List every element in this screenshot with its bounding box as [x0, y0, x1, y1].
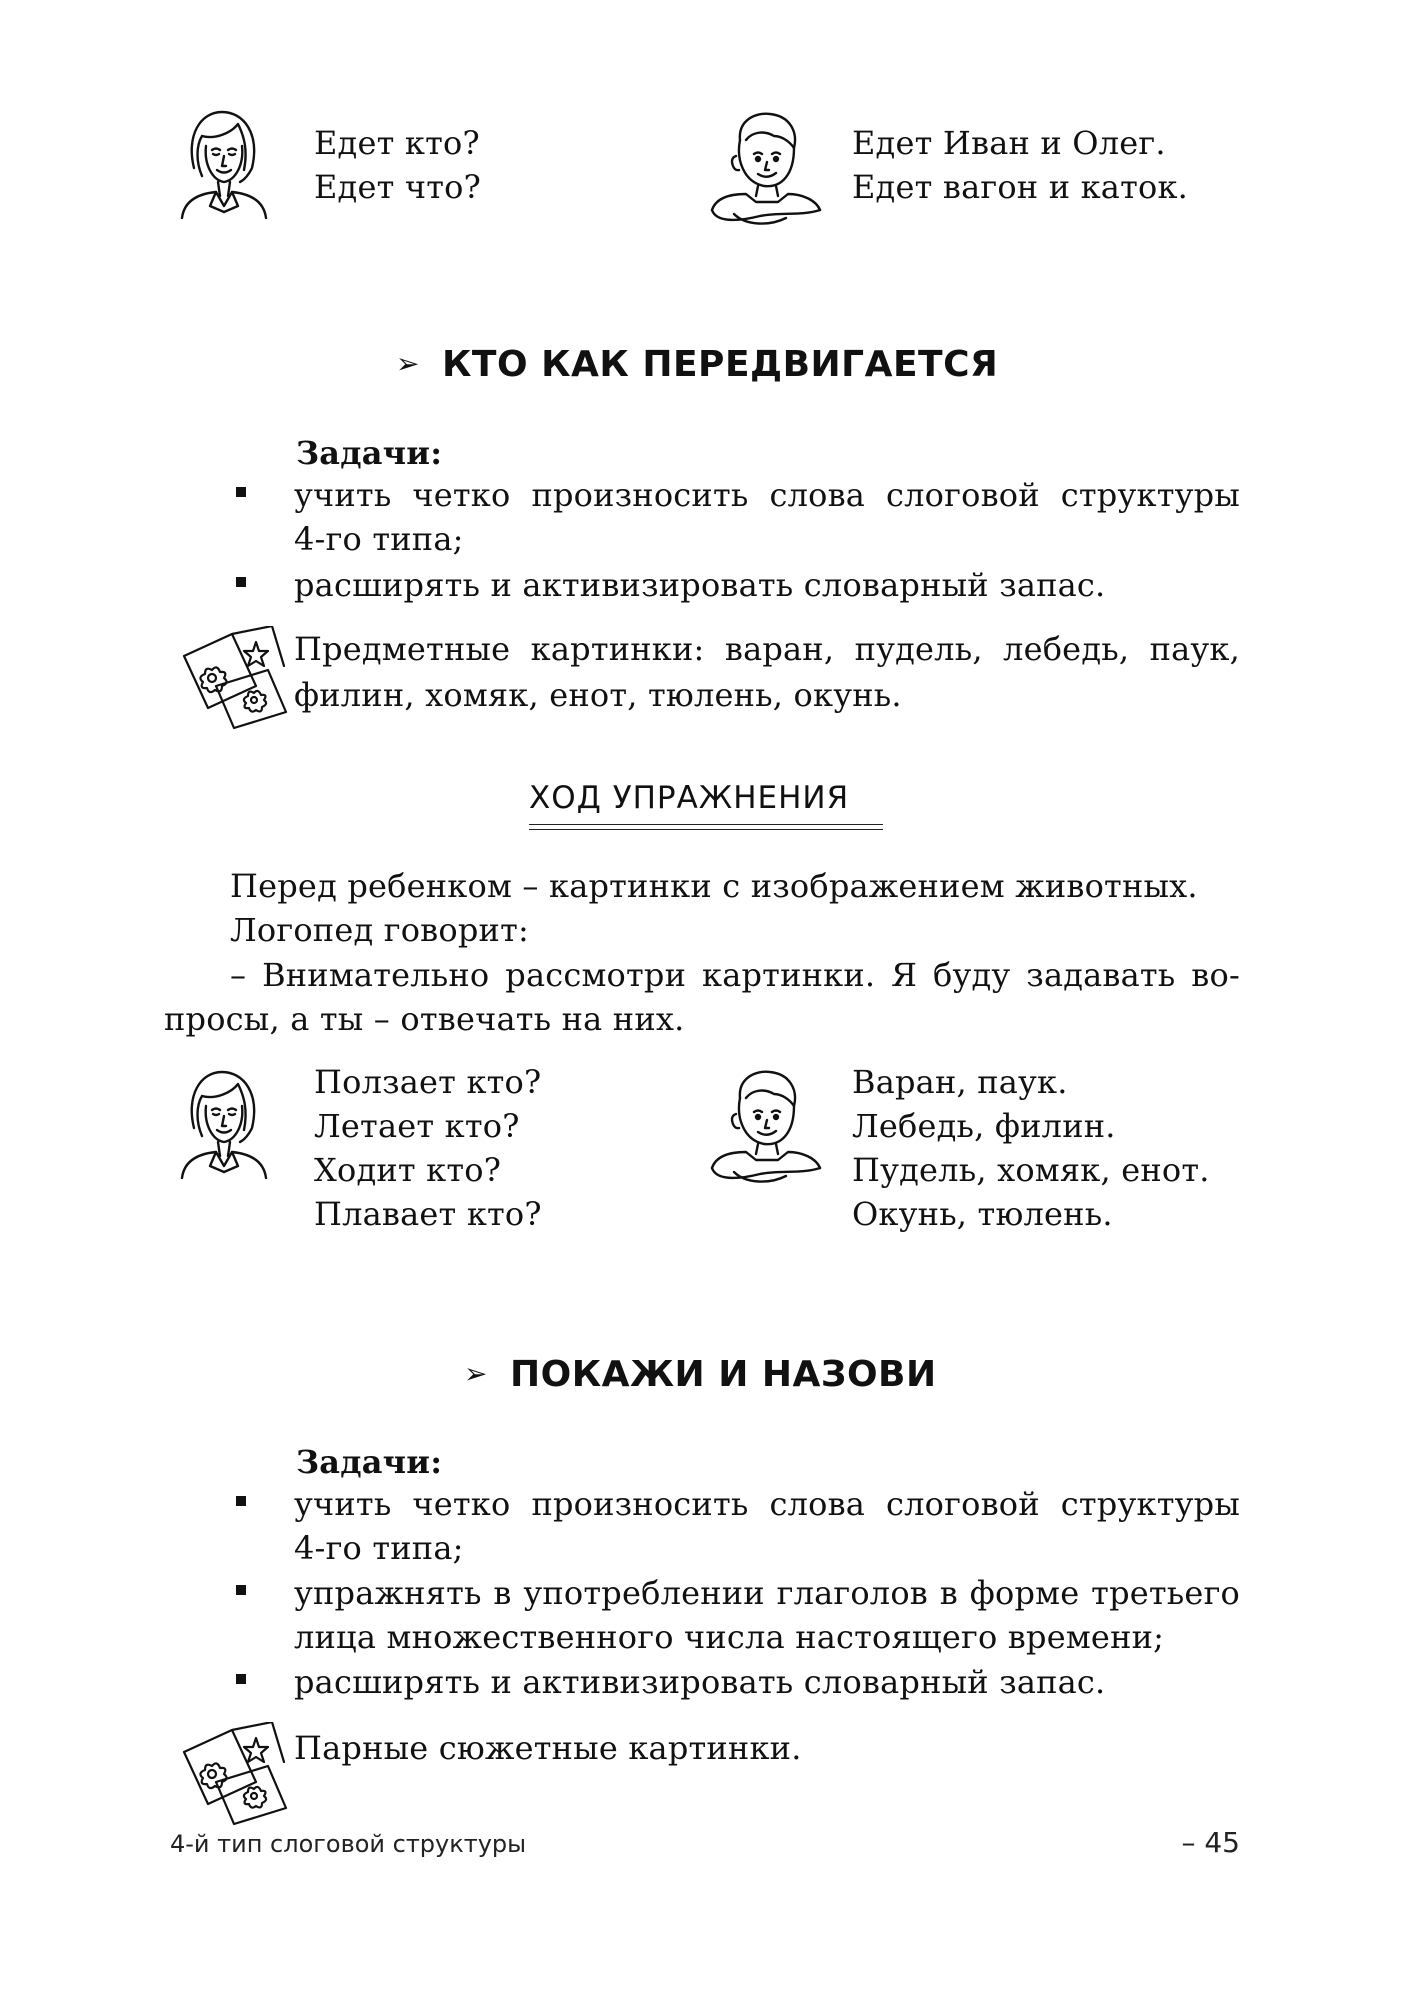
procedure-underline — [529, 829, 883, 830]
procedure-line-3: – Внимательно рассмотри картинки. Я буду задавать во- — [230, 956, 1240, 994]
child-line: Пудель, хомяк, енот. — [852, 1151, 1210, 1189]
bullet — [236, 1674, 246, 1684]
exercise1-materials-line1: Предметные картинки: варан, пудель, лебедь, паук, — [294, 630, 1240, 668]
child-icon — [706, 1064, 826, 1186]
bullet — [236, 487, 246, 497]
exercise2-title — [464, 1354, 937, 1395]
procedure-line-4: просы, а ты – отвечать на них. — [164, 1000, 685, 1038]
teacher-line: Едет что? — [314, 168, 481, 206]
teacher-icon — [172, 106, 276, 224]
exercise1-task-2-line1: расширять и активизировать словарный запас. — [294, 566, 1106, 604]
exercise2-task-1-line1: учить четко произносить слова слоговой структуры — [294, 1485, 1240, 1523]
child-line: Едет Иван и Олег. — [852, 124, 1166, 162]
child-line: Лебедь, филин. — [852, 1107, 1116, 1145]
exercise2-task-2-line1: упражнять в употреблении глаголов в форме третьего — [294, 1574, 1240, 1612]
exercise2-task-1-line2: 4-го типа; — [294, 1529, 464, 1567]
teacher-line: Ползает кто? — [314, 1063, 542, 1101]
exercise2-materials: Парные сюжетные картинки. — [294, 1729, 802, 1767]
child-line: Едет вагон и каток. — [852, 168, 1189, 206]
procedure-line-2: Логопед говорит: — [230, 911, 529, 949]
teacher-line: Летает кто? — [314, 1107, 520, 1145]
child-lines — [852, 1060, 1210, 1236]
child-icon — [706, 106, 826, 228]
cards-icon — [176, 626, 292, 732]
exercise2-tasks-title: Задачи: — [296, 1443, 443, 1481]
child-lines — [852, 121, 1188, 209]
footer-section: 4-й тип слоговой структуры — [170, 1830, 527, 1858]
exercise1-title-text: КТО КАК ПЕРЕДВИГАЕТСЯ — [441, 344, 999, 385]
page-number: – 45 — [1181, 1826, 1240, 1859]
procedure-underline — [529, 824, 883, 825]
teacher-lines — [314, 1060, 542, 1236]
bullet — [236, 577, 246, 587]
exercise2-task-2-line2: лица множественного числа настоящего времени; — [294, 1618, 1165, 1656]
teacher-icon — [172, 1066, 276, 1184]
exercise1-task-1-line2: 4-го типа; — [294, 520, 464, 558]
child-line: Варан, паук. — [852, 1063, 1068, 1101]
teacher-line: Плавает кто? — [314, 1195, 542, 1233]
procedure-line-1: Перед ребенком – картинки с изображением животных. — [230, 867, 1198, 905]
exercise2-task-3-line1: расширять и активизировать словарный запас. — [294, 1663, 1106, 1701]
arrow-icon: ➢ — [396, 347, 420, 380]
teacher-line: Ходит кто? — [314, 1151, 502, 1189]
exercise1-title — [396, 344, 998, 385]
bullet — [236, 1496, 246, 1506]
exercise2-title-text: ПОКАЖИ И НАЗОВИ — [509, 1354, 937, 1395]
bullet — [236, 1585, 246, 1595]
exercise1-materials-line2: филин, хомяк, енот, тюлень, окунь. — [294, 676, 902, 714]
cards-icon — [176, 1722, 292, 1828]
arrow-icon: ➢ — [464, 1357, 488, 1390]
teacher-line: Едет кто? — [314, 124, 480, 162]
exercise1-task-1-line1: учить четко произносить слова слоговой структуры — [294, 476, 1240, 514]
exercise1-tasks-title: Задачи: — [296, 434, 443, 472]
procedure-title: ХОД УПРАЖНЕНИЯ — [529, 780, 850, 816]
teacher-lines — [314, 121, 481, 209]
child-line: Окунь, тюлень. — [852, 1195, 1113, 1233]
